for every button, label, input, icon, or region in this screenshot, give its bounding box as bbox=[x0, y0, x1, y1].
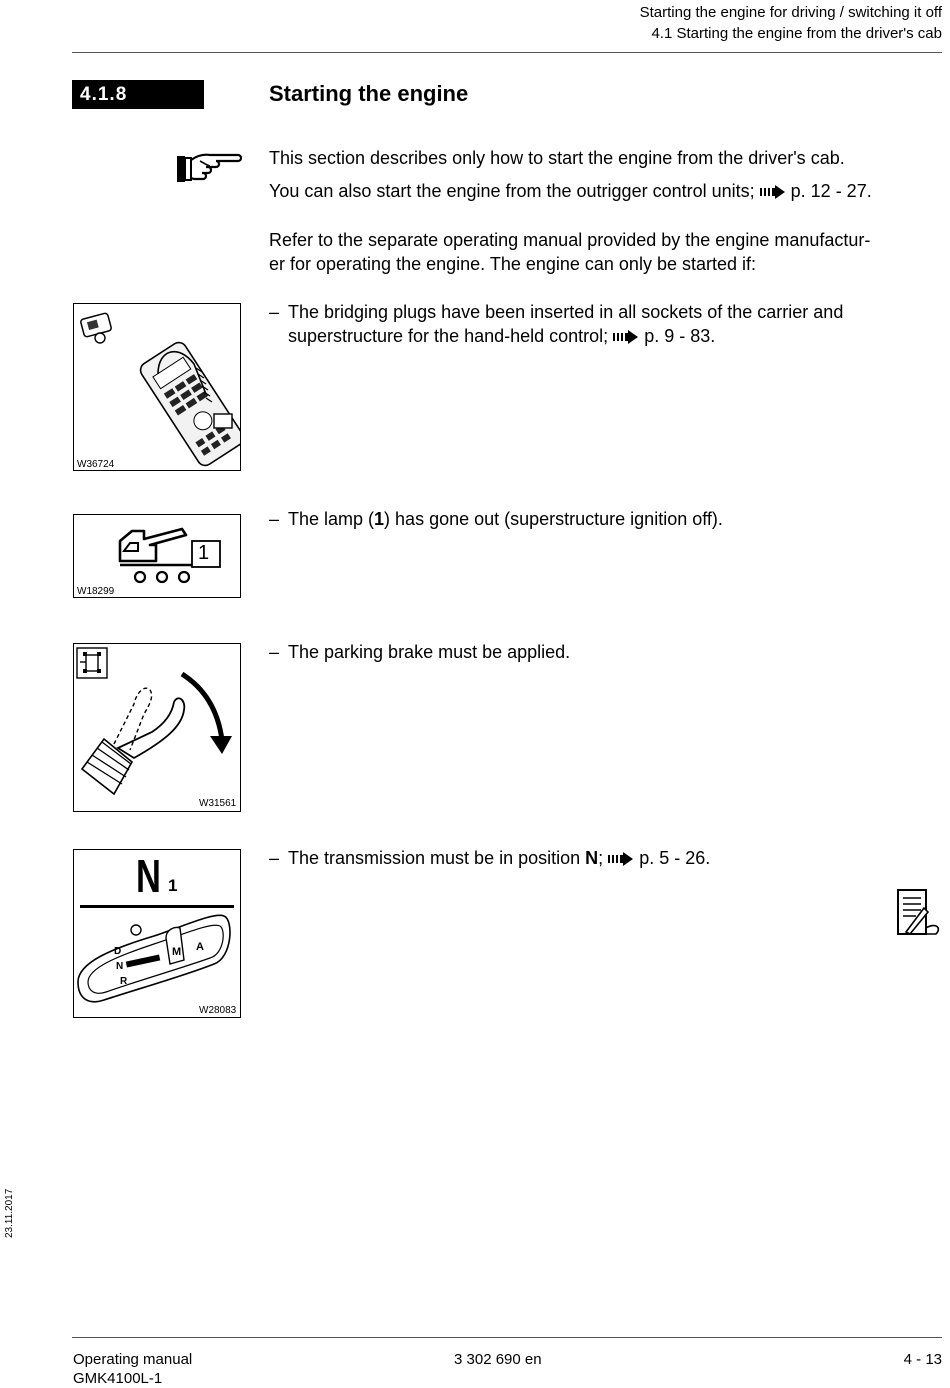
footer-page-number: 4 - 13 bbox=[903, 1351, 942, 1368]
figure-id: W18299 bbox=[77, 586, 115, 597]
running-header bbox=[640, 2, 942, 44]
condition-3-text: The parking brake must be applied. bbox=[288, 642, 571, 662]
footer-model: GMK4100L-1 bbox=[73, 1370, 163, 1387]
print-date: 23.11.2017 bbox=[4, 1188, 15, 1238]
footer-rule bbox=[72, 1337, 942, 1338]
intro-line-1: Refer to the separate operating manual provided by the engine manufactur- bbox=[269, 230, 871, 250]
condition-transmission-neutral bbox=[269, 846, 929, 870]
display-gear-letter: N bbox=[136, 850, 160, 902]
parking-brake-lever-illustration bbox=[74, 644, 240, 811]
header-chapter: Starting the engine for driving / switching it off bbox=[639, 4, 942, 21]
figure-id: W28083 bbox=[199, 1005, 237, 1016]
crane-truck-lamp-icon bbox=[74, 515, 240, 597]
condition-lamp-out bbox=[269, 507, 929, 531]
dash-bullet: – bbox=[269, 509, 280, 529]
figure-parking-brake bbox=[73, 643, 241, 812]
selector-letter-r: R bbox=[120, 976, 128, 987]
dash-bullet: – bbox=[269, 642, 280, 662]
header-section: 4.1 Starting the engine from the driver's cab bbox=[651, 25, 942, 42]
note-line-2 bbox=[269, 179, 872, 203]
selector-letter-d: D bbox=[114, 946, 122, 957]
condition-4-position: N bbox=[585, 848, 599, 868]
condition-parking-brake bbox=[269, 640, 929, 664]
gear-selector-lever-illustration bbox=[74, 850, 240, 1017]
display-gear-number: 1 bbox=[168, 876, 178, 895]
reference-arrow-icon bbox=[613, 330, 639, 344]
condition-1-line-2 bbox=[288, 324, 929, 348]
section-title: Starting the engine bbox=[269, 81, 469, 106]
hand-held-control-illustration bbox=[74, 304, 240, 470]
condition-4-page-ref[interactable]: p. 5 - 26. bbox=[639, 848, 711, 868]
footer-left bbox=[73, 1350, 192, 1388]
condition-2-text-pre: The lamp ( bbox=[288, 509, 375, 529]
lamp-callout-number: 1 bbox=[198, 542, 210, 564]
pointing-hand-icon bbox=[176, 151, 242, 185]
header-rule bbox=[72, 52, 942, 53]
condition-1-line-1: The bridging plugs have been inserted in all sockets of the carrier and bbox=[288, 302, 844, 322]
dash-bullet: – bbox=[269, 302, 280, 322]
footer-doc-number: 3 302 690 en bbox=[454, 1351, 542, 1368]
selector-letter-m: M bbox=[172, 946, 182, 958]
figure-transmission-selector bbox=[73, 849, 241, 1018]
figure-id: W36724 bbox=[77, 459, 115, 470]
reference-arrow-icon bbox=[608, 852, 634, 866]
selector-letter-n: N bbox=[116, 961, 124, 972]
condition-1-text: superstructure for the hand-held control; bbox=[288, 326, 609, 346]
condition-2-lamp-number: 1 bbox=[374, 509, 385, 529]
condition-4-text-post: ; bbox=[598, 848, 604, 868]
condition-1-page-ref[interactable]: p. 9 - 83. bbox=[644, 326, 716, 346]
note-line-1: This section describes only how to start the engine from the driver's cab. bbox=[269, 148, 845, 168]
figure-hand-held-control bbox=[73, 303, 241, 471]
condition-bridging-plugs bbox=[269, 300, 929, 348]
condition-2-text-post: ) has gone out (superstructure ignition off). bbox=[384, 509, 723, 529]
selector-letter-a: A bbox=[196, 941, 204, 953]
section-number: 4.1.8 bbox=[72, 80, 204, 109]
manual-book-icon bbox=[896, 888, 942, 938]
figure-id: W31561 bbox=[199, 798, 237, 809]
reference-arrow-icon bbox=[760, 185, 786, 199]
note-page-ref[interactable]: p. 12 - 27. bbox=[790, 181, 872, 201]
note-line-2-text: You can also start the engine from the outrigger control units; bbox=[269, 181, 755, 201]
footer-manual-title: Operating manual bbox=[73, 1351, 193, 1368]
condition-4-text-pre: The transmission must be in position bbox=[288, 848, 586, 868]
dash-bullet: – bbox=[269, 848, 280, 868]
figure-superstructure-lamp bbox=[73, 514, 241, 598]
intro-line-2: er for operating the engine. The engine can only be started if: bbox=[269, 254, 756, 274]
